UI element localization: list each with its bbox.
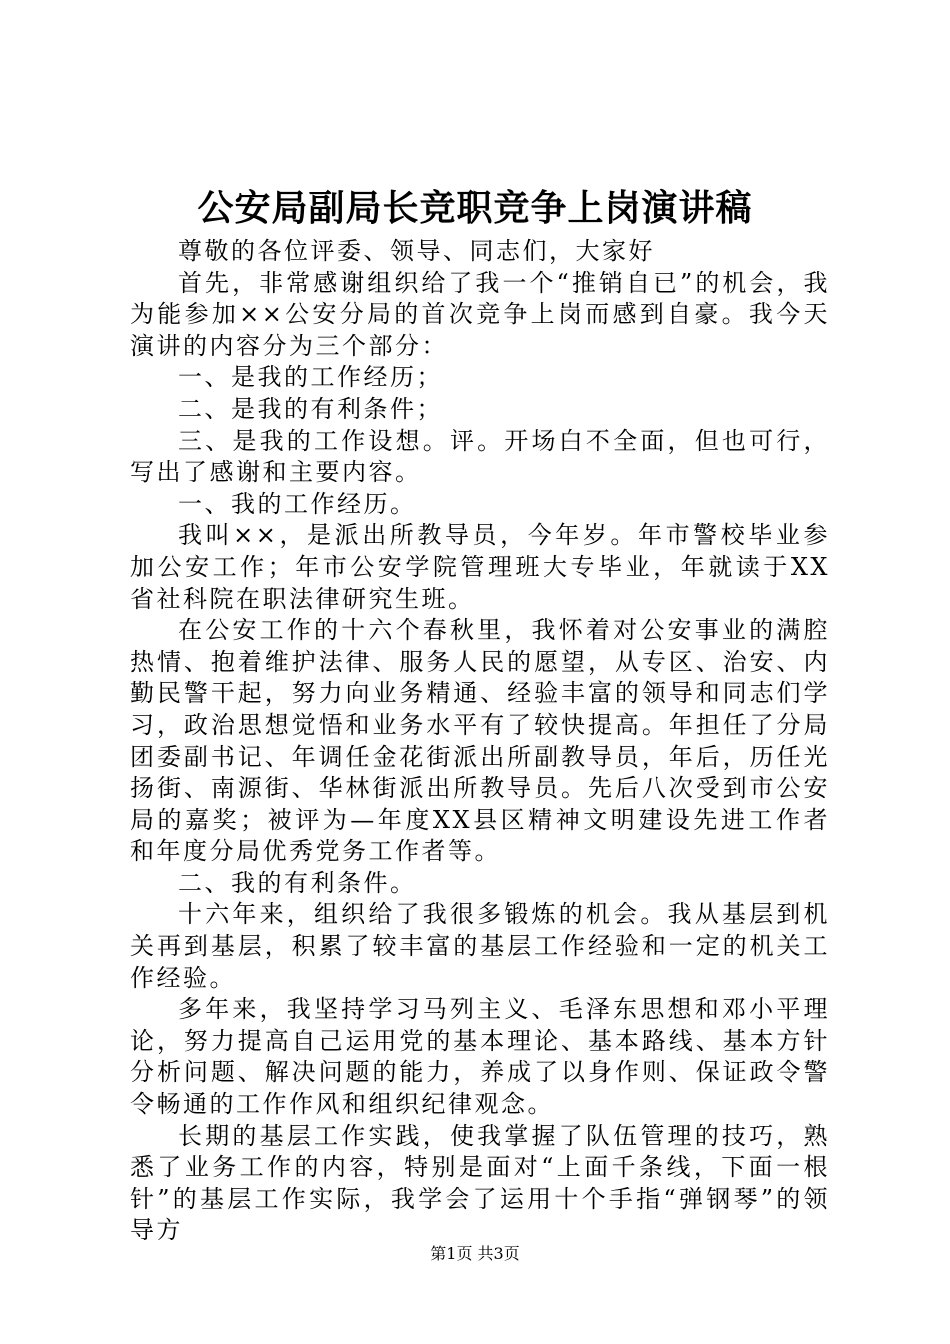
section-heading-advantages: 二、我的有利条件。 (178, 868, 417, 897)
paragraph-study: 多年来，我坚持学习马列主义、毛泽东思想和邓小平理论，努力提高自己运用党的基本理论、基本路线、基本方针分析问题、解决问题的能力，养成了以身作则、保证政令警令畅通的工作作风和组织纪律观念。 (130, 995, 830, 1119)
paragraph-self-intro: 我叫××，是派出所教导员，今年岁。年市警校毕业参加公安工作；年市公安学院管理班大专毕业，年就读于XX省社科院在职法律研究生班。 (130, 521, 830, 613)
paragraph-part-three: 三、是我的工作设想。评。开场白不全面，但也可行，写出了感谢和主要内容。 (130, 426, 830, 487)
paragraph-part-two: 二、是我的有利条件； (178, 394, 443, 423)
paragraph-career: 在公安工作的十六个春秋里，我怀着对公安事业的满腔热情、抱着维护法律、服务人民的愿望，从专区、治安、内勤民警干起，努力向业务精通、经验丰富的领导和同志们学习，政治思想觉悟和业务水平有了较快提高。年担任了分局团委副书记、年调任金花街派出所副教导员，年后，历任光扬街、南源街、华林街派出所教导员。先后八次受到市公安局的嘉奖；被评为—年度XX县区精神文明建设先进工作者和年度分局优秀党务工作者等。 (130, 616, 830, 866)
paragraph-experience: 十六年来，组织给了我很多锻炼的机会。我从基层到机关再到基层，积累了较丰富的基层工作经验和一定的机关工作经验。 (130, 900, 830, 992)
page-footer: 第1页 共3页 (430, 1244, 520, 1263)
document-body (130, 236, 830, 1247)
paragraph-intro: 首先，非常感谢组织给了我一个“推销自已”的机会，我为能参加××公安分局的首次竞争上岗而感到自豪。我今天演讲的内容分为三个部分： (130, 268, 830, 360)
document-title: 公安局副局长竞职竞争上岗演讲稿 (197, 187, 753, 229)
paragraph-part-one: 一、是我的工作经历； (178, 363, 443, 392)
paragraph-practice: 长期的基层工作实践，使我掌握了队伍管理的技巧，熟悉了业务工作的内容，特别是面对“上面千条线，下面一根针”的基层工作实际，我学会了运用十个手指“弹钢琴”的领导方 (130, 1121, 830, 1245)
paragraph-greeting: 尊敬的各位评委、领导、同志们，大家好 (178, 237, 655, 265)
section-heading-work-history: 一、我的工作经历。 (178, 489, 417, 518)
